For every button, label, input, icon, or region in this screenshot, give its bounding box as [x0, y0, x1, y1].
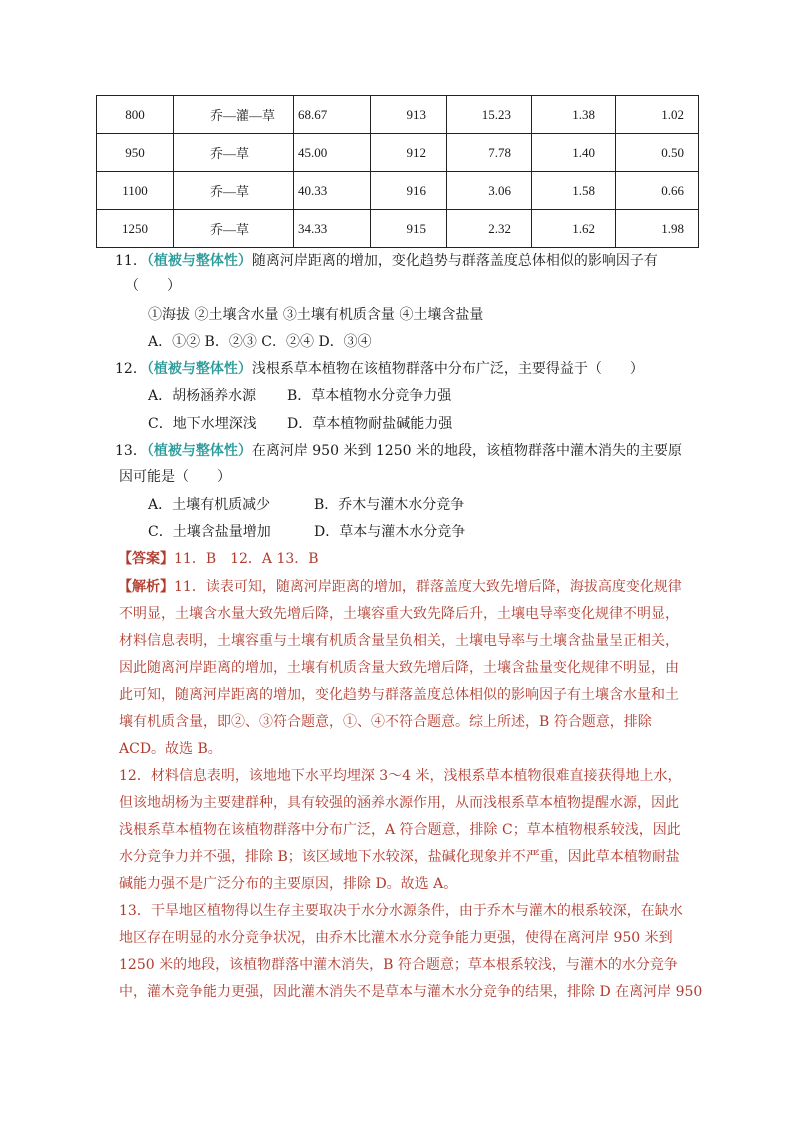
question-13-number: 13．	[115, 443, 147, 459]
table-cell: 34.33	[294, 210, 371, 248]
question-12-option-b: B．草本植物水分竞争力强	[287, 388, 452, 404]
table-cell: 1.38	[532, 96, 616, 134]
table-cell: 950	[97, 134, 174, 172]
table-cell: 乔—草	[174, 134, 294, 172]
analysis-line: 1250 米的地段，该植物群落中灌木消失，B 符合题意；草本根系较浅，与灌木的水分竞争	[119, 957, 678, 973]
table-cell: 1.58	[532, 172, 616, 210]
question-11-bracket: （ ）	[125, 278, 181, 294]
analysis-line: 壤有机质含量，即②、③符合题意，①、④不符合题意。综上所述，B 符合题意，排除	[119, 714, 652, 730]
table-cell: 45.00	[294, 134, 371, 172]
analysis-line: ACD。故选 B。	[119, 741, 222, 757]
analysis-label: 【解析】	[118, 579, 174, 595]
analysis-line-1	[118, 577, 682, 597]
table-cell: 40.33	[294, 172, 371, 210]
question-13-option-b: B．乔木与灌木水分竞争	[314, 497, 465, 513]
question-13-tag: （植被与整体性）	[146, 443, 252, 459]
analysis-line: 此可知，随离河岸距离的增加，变化趋势与群落盖度总体相似的影响因子有土壤含水量和土	[119, 687, 679, 703]
question-12-option-c: C．地下水埋深浅	[148, 416, 257, 432]
question-12-option-a: A．胡杨涵养水源	[148, 388, 257, 404]
table-row	[97, 210, 699, 248]
analysis-line: 因此随离河岸距离的增加，土壤有机质含量大致先增后降，土壤含盐量变化规律不明显，由	[119, 660, 679, 676]
table-cell: 1.98	[616, 210, 699, 248]
table-cell: 乔—灌—草	[174, 96, 294, 134]
analysis-line: 碱能力强不是广泛分布的主要原因，排除 D。故选 A。	[119, 876, 458, 892]
question-13-text: 在离河岸 950 米到 1250 米的地段，该植物群落中灌木消失的主要原	[251, 443, 682, 459]
question-11-stem	[115, 251, 658, 271]
answer-text: 11．B 12．A 13．B	[174, 551, 319, 567]
question-11-items: ①海拔 ②土壤含水量 ③土壤有机质含量 ④土壤含盐量	[148, 307, 484, 323]
table-cell: 0.50	[616, 134, 699, 172]
question-12-tag: （植被与整体性）	[146, 361, 252, 377]
table-cell: 乔—草	[174, 172, 294, 210]
table-cell: 15.23	[447, 96, 532, 134]
table-cell: 1100	[97, 172, 174, 210]
table-cell: 913	[371, 96, 447, 134]
question-13-option-d: D．草本与灌木水分竞争	[314, 524, 466, 540]
analysis-line: 中，灌木竞争能力更强，因此灌木消失不是草本与灌木水分竞争的结果，排除 D 在离河岸 950	[119, 984, 703, 1000]
analysis-line: 13．干旱地区植物得以生存主要取决于水分水源条件，由于乔木与灌木的根系较深，在缺水	[119, 903, 683, 919]
table-cell: 1.02	[616, 96, 699, 134]
question-11-tag: （植被与整体性）	[146, 253, 252, 269]
question-13-text-cont: 因可能是（ ）	[119, 469, 231, 485]
analysis-line: 水分竞争力并不强，排除 B；该区域地下水较深，盐碱化现象并不严重，因此草本植物耐盐	[119, 849, 680, 865]
analysis-line: 不明显，土壤含水量大致先增后降，土壤容重大致先降后升，土壤电导率变化规律不明显，	[119, 606, 679, 622]
analysis-line: 材料信息表明，土壤容重与土壤有机质含量呈负相关，土壤电导率与土壤含盐量呈正相关，	[119, 633, 679, 649]
table-cell: 1.62	[532, 210, 616, 248]
question-11-options: A．①② B．②③ C．②④ D．③④	[148, 334, 372, 350]
table-cell: 800	[97, 96, 174, 134]
question-13-option-a: A．土壤有机质减少	[148, 497, 271, 513]
table-cell: 乔—草	[174, 210, 294, 248]
answer-line	[118, 549, 319, 569]
table-cell: 3.06	[447, 172, 532, 210]
question-12-number: 12．	[115, 361, 147, 377]
analysis-line: 浅根系草本植物在该植物群落中分布广泛，A 符合题意，排除 C；草本植物根系较浅，因此	[119, 822, 681, 838]
data-table	[96, 95, 699, 248]
analysis-text: 11．读表可知，随离河岸距离的增加，群落盖度大致先增后降，海拔高度变化规律	[174, 579, 682, 595]
table-cell: 915	[371, 210, 447, 248]
question-13-option-c: C．土壤含盐量增加	[148, 524, 271, 540]
table-row	[97, 134, 699, 172]
table-row	[97, 96, 699, 134]
table-cell: 1.40	[532, 134, 616, 172]
question-11-text: 随离河岸距离的增加，变化趋势与群落盖度总体相似的影响因子有	[251, 253, 658, 269]
table-cell: 68.67	[294, 96, 371, 134]
question-11-number: 11．	[115, 253, 147, 269]
table-cell: 7.78	[447, 134, 532, 172]
table-cell: 1250	[97, 210, 174, 248]
analysis-line: 地区存在明显的水分竞争状况，由乔木比灌木水分竞争能力更强，使得在离河岸 950 米到	[119, 930, 673, 946]
answer-label: 【答案】	[118, 551, 174, 567]
question-12-text: 浅根系草本植物在该植物群落中分布广泛，主要得益于（ ）	[251, 361, 644, 377]
table-row	[97, 172, 699, 210]
table-cell: 916	[371, 172, 447, 210]
analysis-line: 12．材料信息表明，该地地下水平均埋深 3～4 米，浅根系草本植物很难直接获得地上水，	[119, 768, 682, 784]
question-12-stem	[115, 359, 644, 379]
table-cell: 912	[371, 134, 447, 172]
analysis-line: 但该地胡杨为主要建群种，具有较强的涵养水源作用，从而浅根系草本植物提醒水源，因此	[119, 795, 679, 811]
question-13-stem	[115, 441, 682, 461]
table-cell: 0.66	[616, 172, 699, 210]
table-cell: 2.32	[447, 210, 532, 248]
question-12-option-d: D．草本植物耐盐碱能力强	[287, 416, 453, 432]
